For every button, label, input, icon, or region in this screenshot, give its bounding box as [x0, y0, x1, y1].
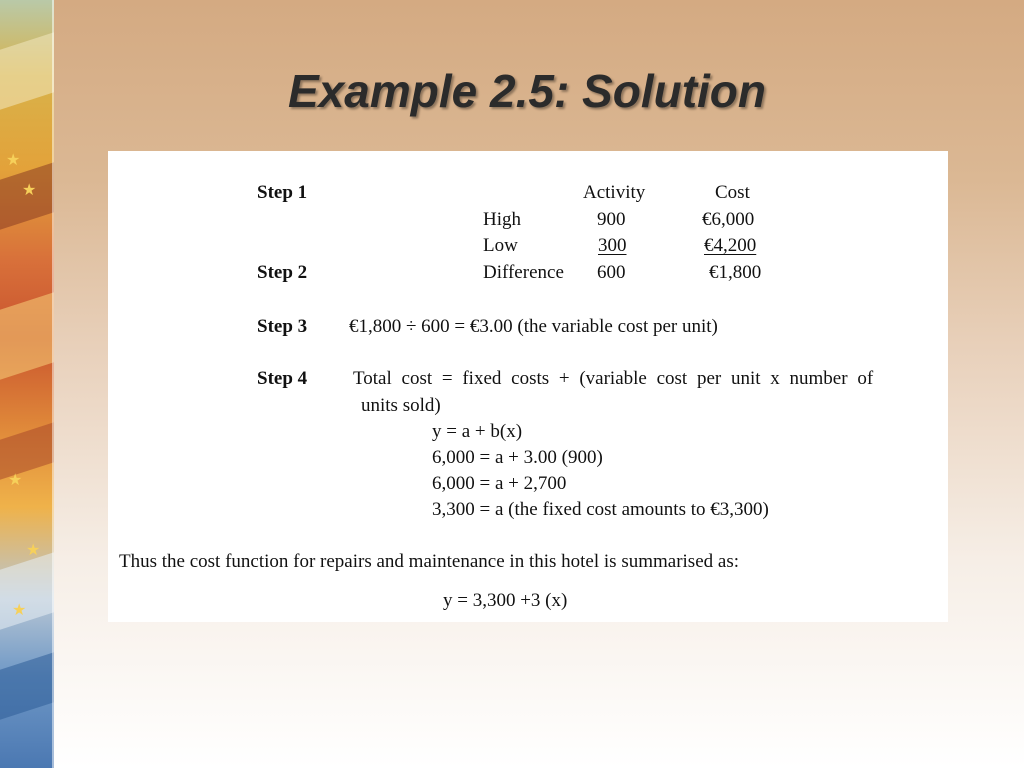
- low-activity: 300: [598, 235, 627, 256]
- step3-label: Step 3: [257, 316, 308, 337]
- difference-activity: 600: [597, 262, 626, 283]
- equation-4: 3,300 = a (the fixed cost amounts to €3,300): [432, 499, 769, 520]
- low-label: Low: [483, 235, 518, 256]
- step4-line2: units sold): [361, 395, 441, 416]
- step1-label: Step 1: [257, 182, 308, 203]
- high-activity: 900: [597, 209, 626, 230]
- activity-header: Activity: [583, 182, 646, 203]
- cost-header: Cost: [715, 182, 750, 203]
- solution-panel: [108, 151, 948, 622]
- high-label: High: [483, 209, 521, 230]
- equation-2: 6,000 = a + 3.00 (900): [432, 447, 603, 468]
- equation-3: 6,000 = a + 2,700: [432, 473, 567, 494]
- equation-1: y = a + b(x): [432, 421, 523, 442]
- step4-line1: Total cost = fixed costs + (variable cost per unit x number of: [353, 368, 874, 389]
- high-cost: €6,000: [702, 209, 755, 230]
- final-equation: y = 3,300 +3 (x): [443, 590, 568, 611]
- difference-label: Difference: [483, 262, 564, 283]
- conclusion-text: Thus the cost function for repairs and maintenance in this hotel is summarised as:: [119, 551, 739, 572]
- slide-title: Example 2.5: Solution: [288, 65, 766, 117]
- low-cost: €4,200: [704, 235, 757, 256]
- step4-label: Step 4: [257, 368, 308, 389]
- step3-text: €1,800 ÷ 600 = €3.00 (the variable cost per unit): [349, 316, 718, 337]
- step2-label: Step 2: [257, 262, 308, 283]
- decorative-banknote-strip: ★ ★ ★ ★ ★: [0, 0, 54, 768]
- difference-cost: €1,800: [709, 262, 762, 283]
